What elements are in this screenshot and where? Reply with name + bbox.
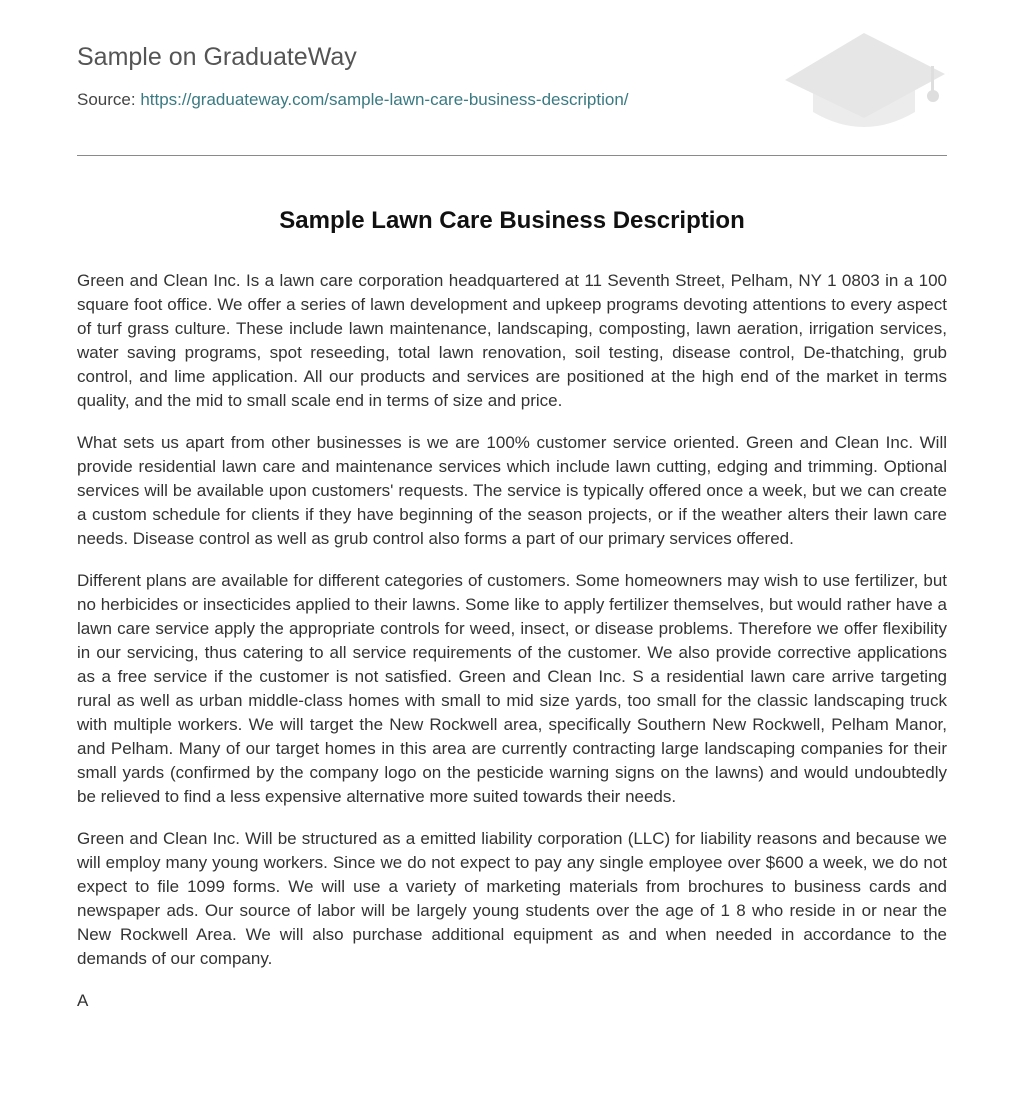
document-body — [77, 269, 947, 1013]
paragraph: Different plans are available for different categories of customers. Some homeowners may wish to use fertilizer, but no herbicides or insecticides applied to their lawns. Some like to apply fertilizer themselves, but would rather have a lawn care service apply the appropriate controls for weed, insect, or disease problems. Therefore we offer flexibility in our servicing, thus catering to all service requirements of the customer. We also provide corrective applications as a free service if the customer is not satisfied. Green and Clean Inc. S a residential lawn care arrive targeting rural as well as urban middle-class homes with small to mid size yards, too small for the classic landscaping truck with multiple workers. We will target the New Rockwell area, specifically Southern New Rockwell, Pelham Manor, and Pelham. Many of our target homes in this area are currently contracting large landscaping companies for their small yards (confirmed by the company logo on the pesticide warning signs on the lawns) and would undoubtedly be relieved to find a less expensive alternative more suited towards their needs. — [77, 571, 947, 806]
document-title: Sample Lawn Care Business Description — [279, 207, 745, 234]
paragraph: Green and Clean Inc. Is a lawn care corporation headquartered at 11 Seventh Street, Pelham, NY 1 0803 in a 100 square foot office. We offer a series of lawn development and upkeep programs devoting attentions to every aspect of turf grass culture. These include lawn maintenance, landscaping, composting, lawn aeration, irrigation services, water saving programs, spot reseeding, total lawn renovation, soil testing, disease control, De-thatching, grub control, and lime application. All our products and services are positioned at the high end of the market in terms quality, and the mid to small scale end in terms of size and price. — [77, 271, 947, 410]
source-line — [77, 90, 629, 110]
paragraph: Green and Clean Inc. Will be structured as a emitted liability corporation (LLC) for liability reasons and because we will employ many young workers. Since we do not expect to pay any single employee over $600 a week, we do not expect to file 1099 forms. We will use a variety of marketing materials from brochures to business cards and newspaper ads. Our source of labor will be largely young students over the age of 1 8 who reside in or near the New Rockwell Area. We will also purchase additional equipment as and when needed in accordance to the demands of our company. — [77, 829, 947, 968]
paragraph: A — [77, 991, 89, 1010]
page-header — [77, 0, 947, 156]
page — [77, 0, 947, 1031]
paragraph: What sets us apart from other businesses is we are 100% customer service oriented. Green and Clean Inc. Will provide residential lawn care and maintenance services which include lawn cutting, edging and trimming. Optional services will be available upon customers' requests. The service is typically offered once a week, but we can create a custom schedule for clients if they have beginning of the season projects, or if the weather alters their lawn care needs. Disease control as well as grub control also forms a part of our primary services offered. — [77, 433, 947, 548]
graduation-cap-icon — [781, 30, 947, 132]
source-label: Source: — [77, 90, 136, 109]
source-link[interactable]: https://graduateway.com/sample-lawn-care-business-description/ — [140, 90, 629, 109]
site-title: Sample on GraduateWay — [77, 43, 357, 71]
